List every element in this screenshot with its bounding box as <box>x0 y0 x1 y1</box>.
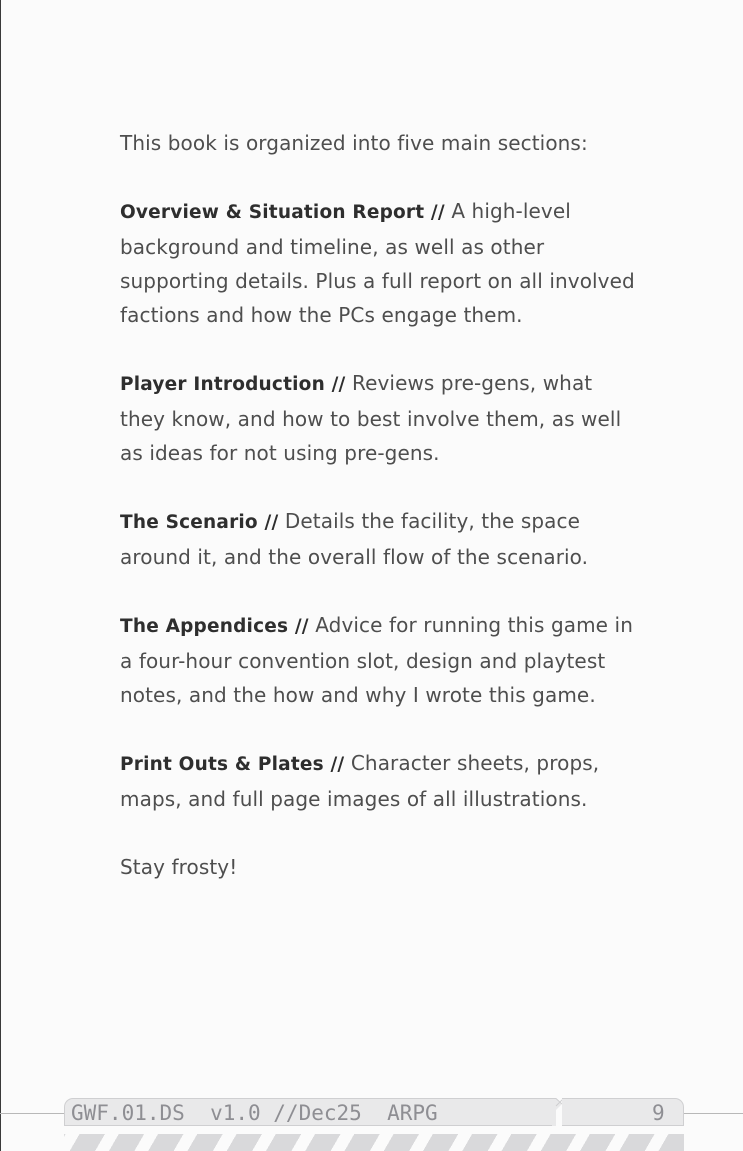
page-body <box>120 126 640 918</box>
footer-rule <box>684 1113 743 1114</box>
section-player-introduction <box>120 366 640 470</box>
page-left-edge <box>0 0 1 1151</box>
intro-paragraph: This book is organized into five main sections: <box>120 131 588 155</box>
section-title: Player Introduction // <box>120 374 346 395</box>
section-scenario <box>120 504 640 574</box>
section-print-outs <box>120 746 640 816</box>
section-title: The Scenario // <box>120 512 279 533</box>
section-body: A high-level background and timeline, as well as other supporting details. Plus a full report on all involved factions and how the PCs engage them. <box>120 199 635 327</box>
section-body: Advice for running this game in a four-hour convention slot, design and playtest notes, and the how and why I wrote this game. <box>120 613 633 707</box>
signoff: Stay frosty! <box>120 855 238 879</box>
section-title: The Appendices // <box>120 616 309 637</box>
section-body: Character sheets, props, maps, and full page images of all illustrations. <box>120 751 600 811</box>
footer-doc-info: GWF.01.DS v1.0 //Dec25 ARPG <box>71 1101 438 1125</box>
section-title: Print Outs & Plates // <box>120 754 345 775</box>
section-body: Reviews pre-gens, what they know, and how to best involve them, as well as ideas for not using pre-gens. <box>120 371 622 465</box>
footer-rule <box>0 1113 64 1114</box>
section-appendices <box>120 608 640 712</box>
section-body: Details the facility, the space around it, and the overall flow of the scenario. <box>120 509 589 569</box>
footer-page-box <box>562 1098 684 1126</box>
hazard-stripe-decoration <box>64 1134 684 1151</box>
section-overview <box>120 194 640 332</box>
section-title: Overview & Situation Report // <box>120 202 445 223</box>
page-number: 9 <box>652 1101 665 1125</box>
